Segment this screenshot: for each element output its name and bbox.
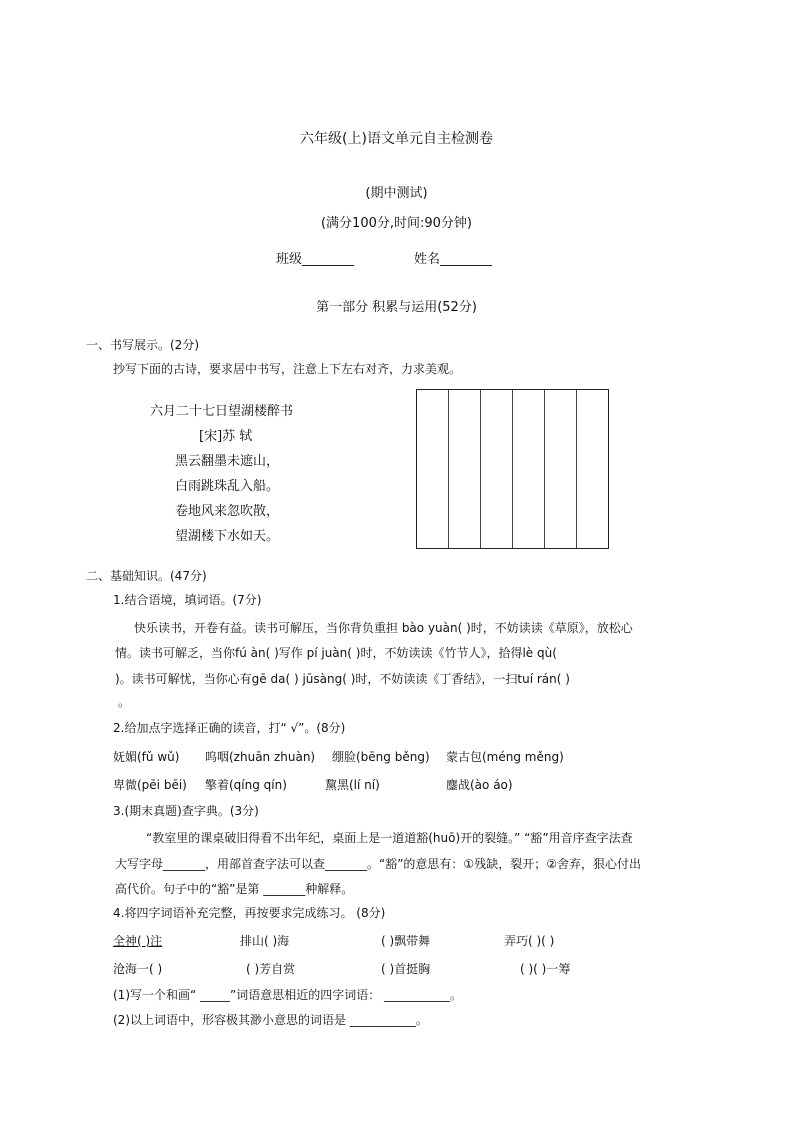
section1-instruction: 抄写下面的古诗，要求居中书写，注意上下左右对齐，力求美观。 — [113, 362, 462, 376]
q2-title: 2.给加点字选择正确的读音，打“ √”。(8分) — [113, 721, 346, 735]
q1-title: 1.结合语境，填词语。(7分) — [113, 593, 262, 607]
idiom-blank[interactable]: ( )( )一筹 — [520, 962, 571, 976]
idiom-blank[interactable]: ( )芳自赏 — [246, 962, 296, 976]
idiom-blank[interactable]: 排山( )海 — [240, 934, 290, 948]
idiom-blank[interactable]: ( )飘带舞 — [381, 934, 431, 948]
poem-author: [宋]苏 轼 — [199, 429, 253, 444]
q2-option[interactable]: 卑微(pēi bēi) — [113, 778, 187, 792]
q2-option[interactable]: 蒙古包(méng měng) — [446, 750, 564, 764]
q2-option[interactable]: 擎着(qíng qín) — [205, 778, 287, 792]
section1-heading: 一、书写展示。(2分) — [86, 338, 199, 352]
exam-subtitle: (期中测试) — [365, 186, 428, 201]
grid-column — [481, 390, 513, 548]
writing-grid[interactable] — [416, 389, 609, 549]
q1-line: 情。读书可解乏，当你fú àn( )写作 pí juàn( )时，不妨读读《竹节人》，拾得lè qù( — [115, 646, 557, 660]
q4-title: 4.将四字词语补充完整，再按要求完成练习。 (8分) — [113, 906, 386, 920]
q4-sub1[interactable]: (1)写一个和画“ _____”词语意思相近的四字词语： ___________。 — [113, 988, 463, 1002]
q2-option[interactable]: 绷脸(bēng běng) — [332, 750, 430, 764]
score-time: (满分100分,时间:90分钟) — [320, 216, 472, 231]
q2-option[interactable]: 黧黑(lí ní) — [325, 778, 380, 792]
poem-title: 六月二十七日望湖楼醉书 — [150, 404, 294, 419]
q3-line: 高代价。句子中的“豁”是第 _______种解释。 — [115, 882, 354, 896]
section2-heading: 二、基础知识。(47分) — [86, 569, 207, 583]
grid-column — [513, 390, 545, 548]
name-field[interactable]: 姓名________ — [414, 252, 493, 267]
q2-option[interactable]: 妩媚(fǔ wǔ) — [113, 750, 180, 764]
q3-line: “教室里的课桌破旧得看不出年纪，桌面上是一道道豁(huō)开的裂缝。” “豁”用音序查字法查 — [146, 831, 633, 845]
q2-option[interactable]: 呜咽(zhuān zhuàn) — [205, 750, 316, 764]
grid-column — [417, 390, 449, 548]
poem-line: 卷地风来忽吹散， — [175, 504, 280, 519]
q2-option[interactable]: 鏖战(ào áo) — [446, 778, 513, 792]
poem-line: 黑云翻墨未遮山， — [175, 454, 280, 469]
q3-line: 大写字母_______，用部首查字法可以查_______。“豁”的意思有：①残缺，裂开；②舍弃，狠心付出 — [115, 857, 641, 871]
idiom-blank[interactable]: 沧海一( ) — [113, 962, 163, 976]
part-heading: 第一部分 积累与运用(52分) — [316, 300, 477, 315]
page-title: 六年级(上)语文单元自主检测卷 — [300, 131, 493, 147]
grid-column — [545, 390, 577, 548]
q3-title: 3.(期末真题)查字典。(3分) — [113, 804, 259, 818]
q1-line: )。读书可解忧，当你心有gē da( ) jūsàng( )时，不妨读读《丁香结》，一扫tuí rán( ) — [115, 672, 570, 686]
idiom-blank[interactable]: ( )首挺胸 — [381, 962, 431, 976]
idiom-blank-underlined[interactable]: 全神( )注 — [113, 934, 163, 948]
q1-line: 快乐读书，开卷有益。读书可解压，当你背负重担 bào yuàn( )时，不妨读读《草原》，放松心 — [134, 621, 633, 635]
grid-column — [577, 390, 608, 548]
q4-sub2[interactable]: (2)以上词语中，形容极其渺小意思的词语是 ___________。 — [113, 1013, 428, 1027]
class-field[interactable]: 班级________ — [276, 252, 355, 267]
q1-line: 。 — [118, 695, 131, 709]
poem-line: 白雨跳珠乱入船。 — [175, 479, 280, 494]
poem-line: 望湖楼下水如天。 — [175, 529, 280, 544]
idiom-blank[interactable]: 弄巧( )( ) — [504, 934, 555, 948]
grid-column — [449, 390, 481, 548]
